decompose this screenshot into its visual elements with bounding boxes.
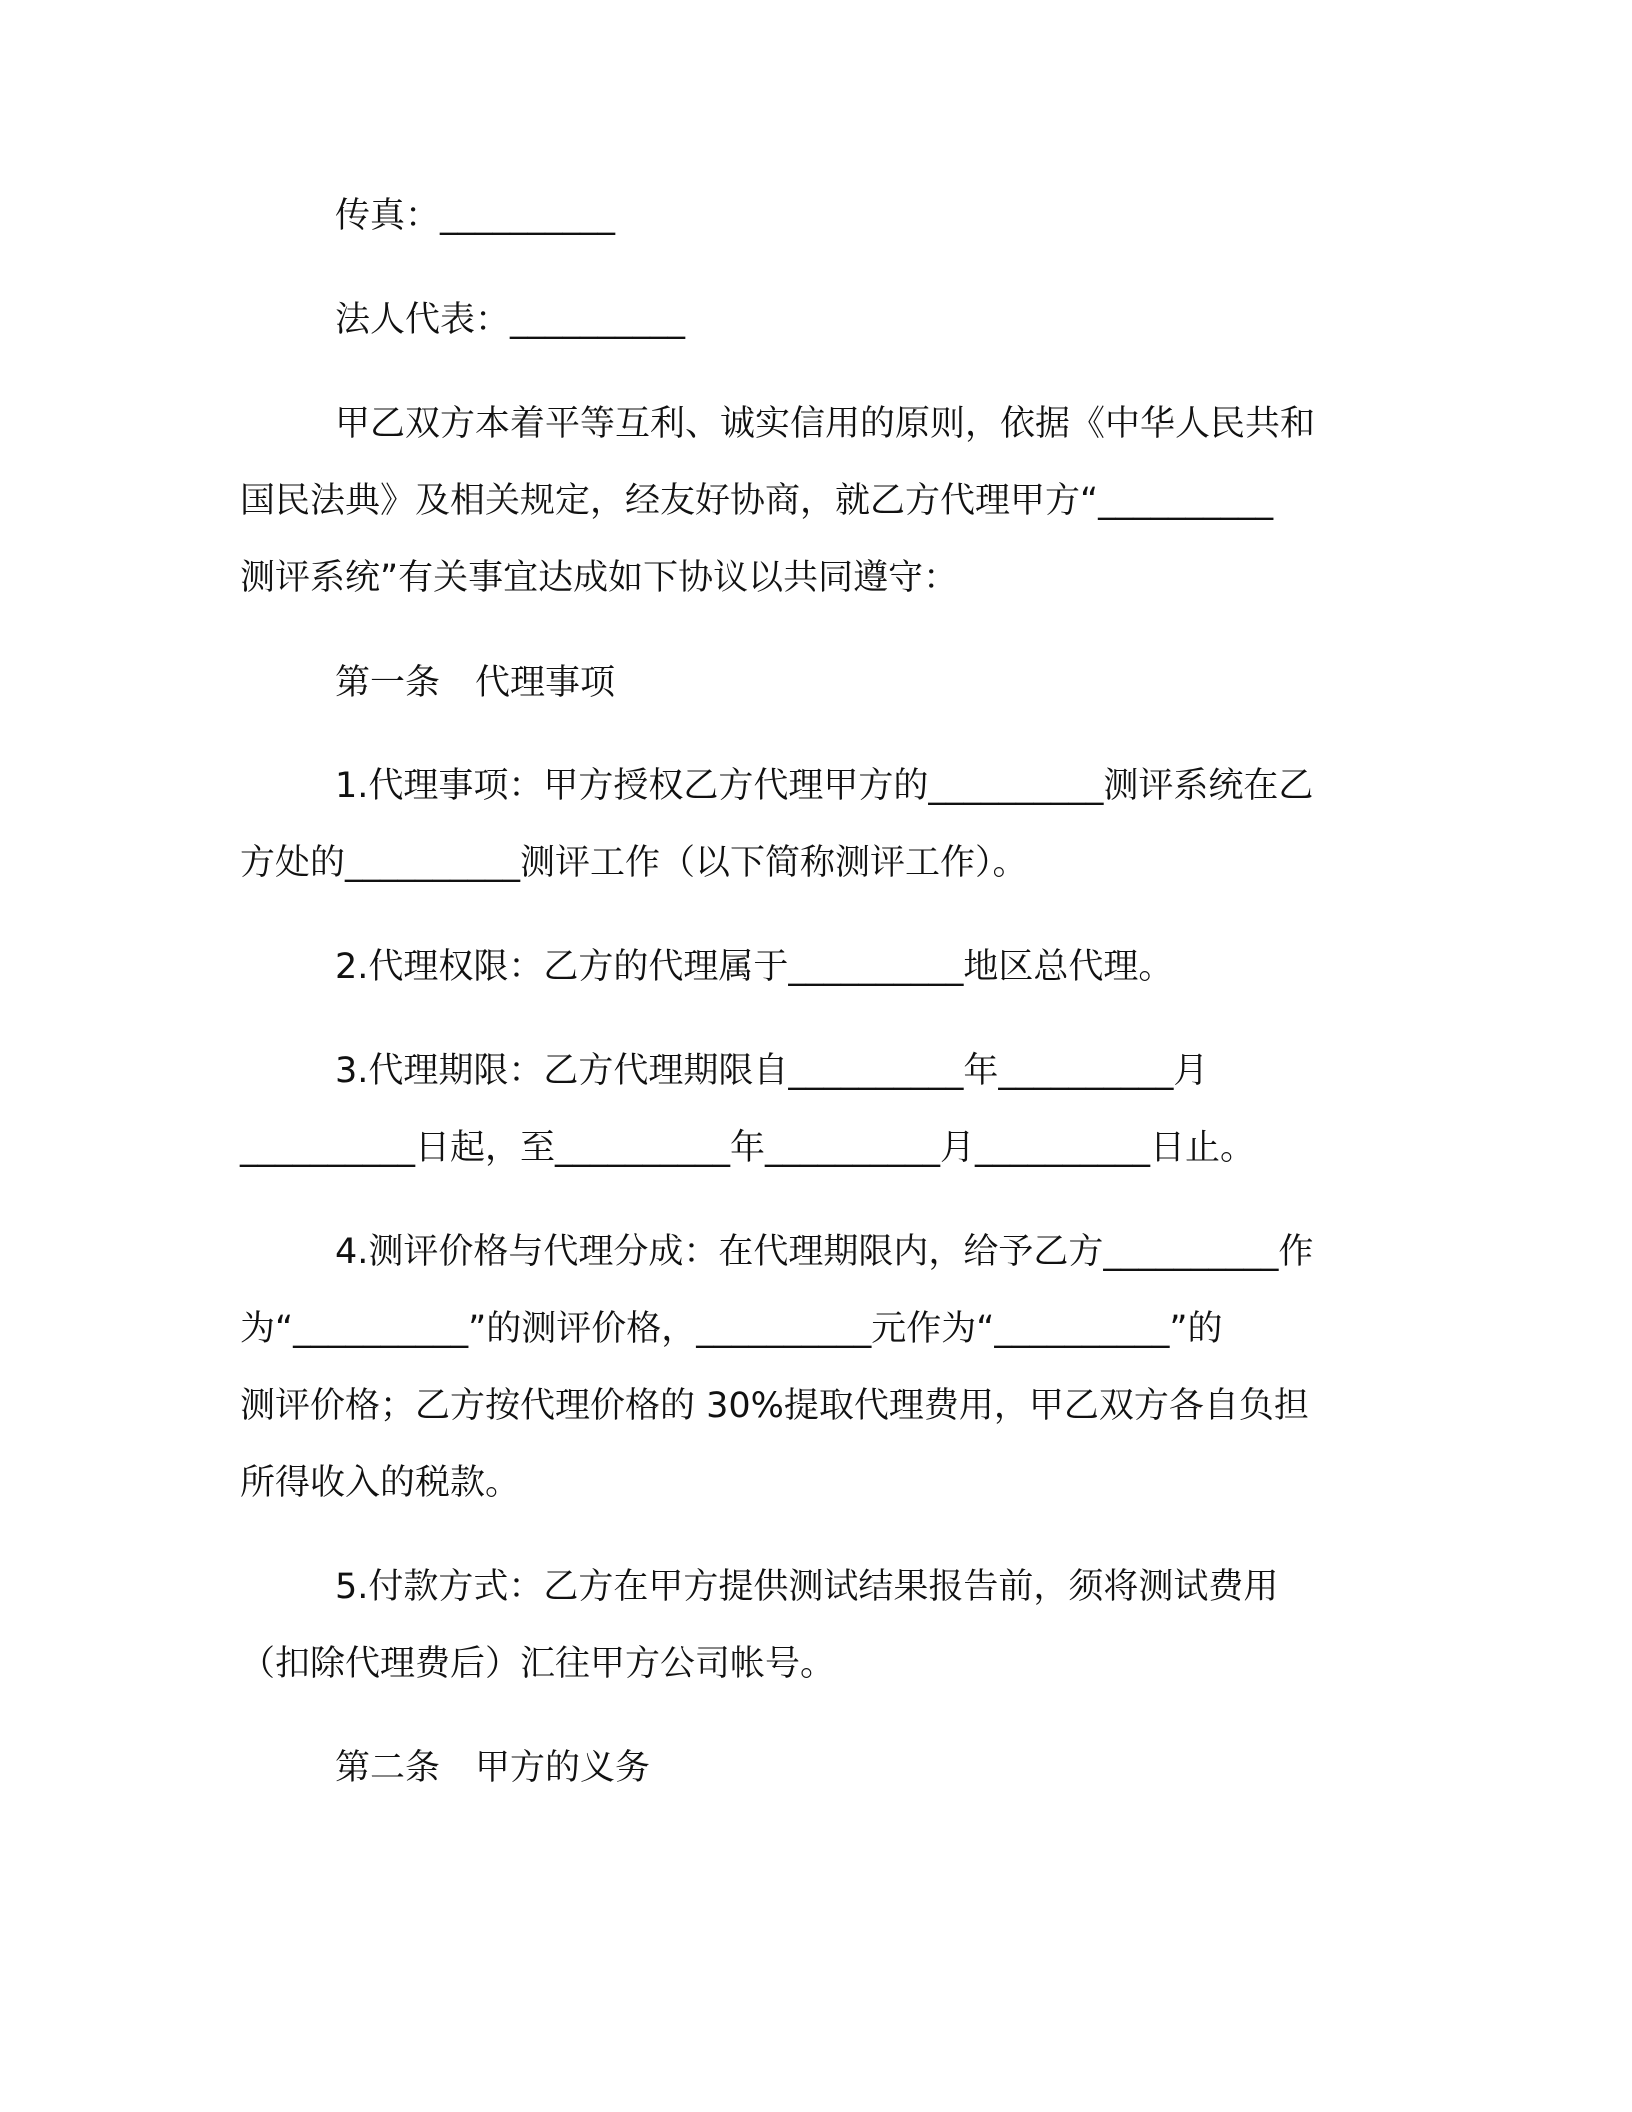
article-2-heading [240,1730,1370,1807]
item-4-line-3: 测评价格；乙方按代理价格的 30%提取代理费用，甲乙双方各自负担 [240,1386,1309,1426]
fax-text: 传真：__________ [335,196,616,236]
intro-line-2: 国民法典》及相关规定，经友好协商，就乙方代理甲方“__________ [240,481,1274,521]
item-1-line-1: 1.代理事项：甲方授权乙方代理甲方的__________测评系统在乙 [335,766,1314,806]
item-4-line-1: 4.测评价格与代理分成：在代理期限内，给予乙方__________作 [335,1232,1314,1272]
article-2-title: 第二条 甲方的义务 [335,1748,651,1788]
item-4-line-4: 所得收入的税款。 [240,1463,521,1503]
item-2-paragraph [240,929,1370,1006]
item-5-line-1: 5.付款方式：乙方在甲方提供测试结果报告前，须将测试费用 [335,1567,1279,1607]
item-3-line-1: 3.代理期限：乙方代理期限自__________年__________月 [335,1051,1209,1091]
intro-line-3: 测评系统”有关事宜达成如下协议以共同遵守： [240,558,959,598]
item-3-paragraph [240,1033,1370,1187]
article-1-title: 第一条 代理事项 [335,663,616,703]
item-4-line-2: 为“__________”的测评价格，__________元作为“__________”的 [240,1309,1223,1349]
item-4-paragraph [240,1214,1370,1522]
item-1-paragraph [240,748,1370,902]
fax-line [240,178,1370,255]
item-5-line-2: （扣除代理费后）汇往甲方公司帐号。 [240,1644,836,1684]
intro-line-1: 甲乙双方本着平等互利、诚实信用的原则，依据《中华人民共和 [335,404,1316,444]
legal-rep-text: 法人代表：__________ [335,300,686,340]
article-1-heading [240,645,1370,722]
legal-rep-line [240,282,1370,359]
item-5-paragraph [240,1549,1370,1703]
intro-paragraph [240,386,1370,617]
item-2-line-1: 2.代理权限：乙方的代理属于__________地区总代理。 [335,947,1174,987]
item-3-line-2: __________日起，至__________年__________月__________日止。 [240,1128,1256,1168]
item-1-line-2: 方处的__________测评工作（以下简称测评工作）。 [240,843,1028,883]
